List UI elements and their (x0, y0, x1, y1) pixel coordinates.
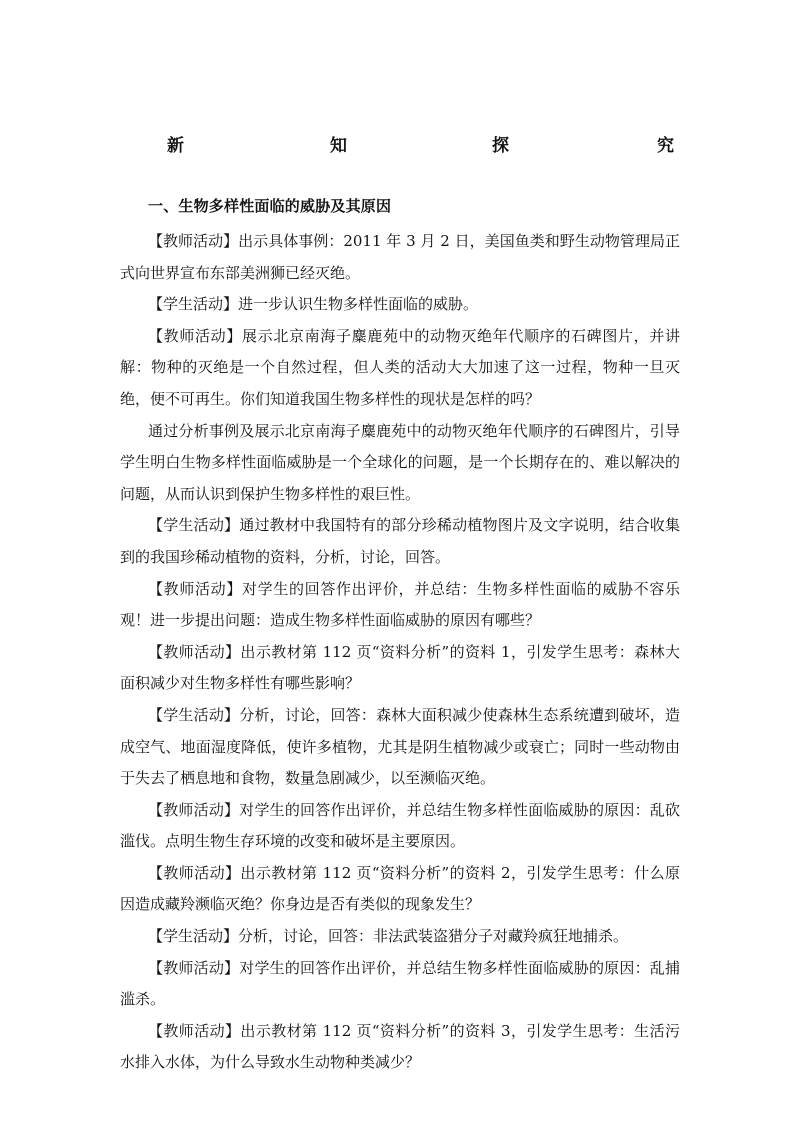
document-body (120, 226, 680, 1079)
title-char-3: 探 (492, 136, 509, 156)
paragraph: 【教师活动】出示教材第 112 页“资料分析”的资料 1，引发学生思考：森林大面积减少对生物多样性有哪些影响？ (120, 642, 680, 693)
paragraph: 【教师活动】展示北京南海子麋鹿苑中的动物灭绝年代顺序的石碑图片，并讲解：物种的灭绝是一个自然过程，但人类的活动大大加速了这一过程，物种一旦灭绝，便不可再生。你们知道我国生物多样性的现状是怎样的吗？ (120, 326, 680, 408)
paragraph: 【教师活动】出示具体事例：2011 年 3 月 2 日，美国鱼类和野生动物管理局正式向世界宣布东部美洲狮已经灭绝。 (120, 232, 680, 282)
paragraph: 【学生活动】分析，讨论，回答：非法武装盗猎分子对藏羚疯狂地捕杀。 (148, 927, 629, 946)
paragraph: 【教师活动】对学生的回答作出评价，并总结：生物多样性面临的威胁不容乐观！进一步提出问题：造成生物多样性面临威胁的原因有哪些？ (120, 579, 680, 630)
title-char-4: 究 (657, 136, 674, 156)
page-title (0, 131, 794, 157)
paragraph: 通过分析事例及展示北京南海子麋鹿苑中的动物灭绝年代顺序的石碑图片，引导学生明白生物多样性面临威胁是一个全球化的问题，是一个长期存在的、难以解决的问题，从而认识到保护生物多样性的艰巨性。 (120, 421, 680, 503)
paragraph: 【教师活动】出示教材第 112 页“资料分析”的资料 2，引发学生思考：什么原因造成藏羚濒临灭绝？你身边是否有类似的现象发生？ (120, 863, 680, 914)
section-heading: 一、生物多样性面临的威胁及其原因 (148, 197, 392, 215)
paragraph: 【教师活动】对学生的回答作出评价，并总结生物多样性面临威胁的原因：乱砍滥伐。点明生物生存环境的改变和破坏是主要原因。 (120, 800, 680, 851)
title-char-1: 新 (167, 136, 184, 156)
paragraph: 【教师活动】出示教材第 112 页“资料分析”的资料 3，引发学生思考：生活污水排入水体，为什么导致水生动物种类减少？ (120, 1021, 680, 1072)
paragraph: 【学生活动】分析，讨论，回答：森林大面积减少使森林生态系统遭到破坏，造成空气、地面湿度降低，使许多植物，尤其是阴生植物减少或衰亡；同时一些动物由于失去了栖息地和食物，数量急剧减少，以至濒临灭绝。 (120, 705, 680, 788)
paragraph: 【教师活动】对学生的回答作出评价，并总结生物多样性面临威胁的原因：乱捕滥杀。 (120, 958, 680, 1009)
paragraph: 【学生活动】通过教材中我国特有的部分珍稀动植物图片及文字说明，结合收集到的我国珍稀动植物的资料，分析，讨论，回答。 (120, 516, 680, 566)
title-char-2: 知 (330, 136, 347, 156)
paragraph: 【学生活动】进一步认识生物多样性面临的威胁。 (148, 295, 479, 314)
